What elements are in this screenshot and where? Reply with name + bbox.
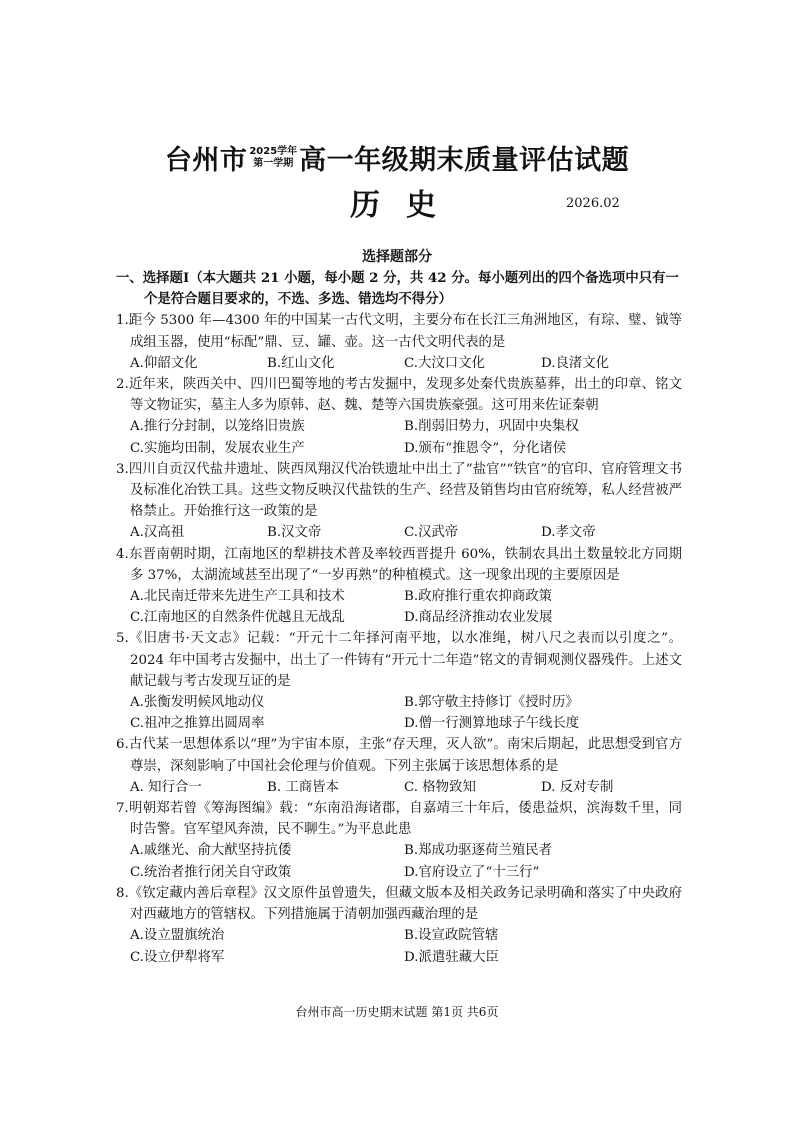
- option-group: [116, 416, 682, 458]
- question-stem: 1.距今 5300 年—4300 年的中国某一古代文明，主要分布在长江三角洲地区，有琮、璧、钺等成组玉器，使用“标配”鼎、豆、罐、壶。这一古代文明代表的是: [116, 313, 682, 350]
- option-c: C. 格物致知: [404, 779, 476, 795]
- option-d: D.良渚文化: [541, 355, 610, 371]
- question-stem: 3.四川自贡汉代盐井遗址、陕西凤翔汉代冶铁遗址中出土了“盐官”“铁官”的官印、官府管理文书及标准化冶铁工具。这些文物反映汉代盐铁的生产、经营及销售均由官府统筹，私人经营被严格禁止。开始推行这一政策的是: [116, 461, 682, 520]
- question-1: [116, 310, 682, 374]
- title-main: 高一年级期末质量评估试题: [299, 145, 630, 176]
- option-a: A.张衡发明候风地动仪: [130, 695, 265, 711]
- option-c: C.设立伊犁将军: [130, 949, 225, 965]
- option-b: B.郑成功驱逐荷兰殖民者: [404, 843, 553, 859]
- option-a: A.汉高祖: [130, 525, 185, 541]
- question-stem: 7.明朝郑若曾《筹海图编》载：“东南沿海诸郡，自嘉靖三十年后，倭患益炽，滨海数千里，同时告警。官军望风奔溃，民不聊生。”为平息此患: [116, 801, 682, 838]
- question-stem: 5.《旧唐书·天文志》记载：“开元十二年择河南平地，以水准绳，树八尺之表而以引度之”。2024 年中国考古发掘中，出土了一件铸有“开元十二年造”铭文的青铜观测仪器残件。上述文献记载与考古发现互证的是: [116, 631, 682, 689]
- option-a: A.仰韶文化: [130, 355, 198, 371]
- question-8: [116, 883, 682, 968]
- option-d: D.孝文帝: [541, 525, 596, 541]
- option-group: [116, 522, 682, 543]
- option-group: [116, 692, 682, 734]
- option-c: C.实施均田制，发展农业生产: [130, 440, 305, 456]
- question-3: [116, 459, 682, 544]
- option-b: B.红山文化: [267, 355, 335, 371]
- title-term: [249, 146, 297, 170]
- question-stem: 8.《钦定藏内善后章程》汉文原件虽曾遗失，但藏文版本及相关政务记录明确和落实了中央政府对西藏地方的管辖权。下列措施属于清朝加强西藏治理的是: [116, 885, 682, 923]
- option-group: [116, 925, 682, 967]
- option-d: D.派遣驻藏大臣: [404, 949, 499, 965]
- option-d: D. 反对专制: [541, 779, 614, 795]
- option-c: C.汉武帝: [404, 525, 459, 541]
- title-city: 台州市: [164, 145, 248, 176]
- option-b: B. 工商皆本: [267, 779, 339, 795]
- question-7: [116, 798, 682, 883]
- option-c: C.江南地区的自然条件优越且无战乱: [130, 610, 345, 626]
- option-d: D.僧一行测算地球子午线长度: [404, 716, 580, 732]
- option-b: B.削弱旧势力，巩固中央集权: [404, 419, 579, 435]
- question-5: [116, 628, 682, 734]
- section-title: 选择题部分: [362, 249, 432, 265]
- option-b: B.设宣政院管辖: [404, 928, 499, 944]
- question-stem: 2.近年来，陕西关中、四川巴蜀等地的考古发掘中，发现多处秦代贵族墓葬，出土的印章、铭文等文物证实，墓主人多为原韩、赵、魏、楚等六国贵族豪强。这可用来佐证秦朝: [116, 377, 682, 414]
- option-b: B.郭守敬主持修订《授时历》: [404, 695, 579, 711]
- option-b: B.政府推行重农抑商政策: [404, 589, 553, 605]
- option-group: [116, 777, 682, 798]
- option-a: A.推行分封制，以笼络旧贵族: [130, 419, 305, 435]
- term-year: 2025学年: [249, 145, 298, 157]
- question-2: [116, 374, 682, 459]
- question-6: [116, 734, 682, 798]
- option-a: A.戚继光、俞大猷坚持抗倭: [130, 843, 292, 859]
- subject-title: 历史: [350, 188, 462, 223]
- option-c: C.统治者推行闭关自守政策: [130, 864, 292, 880]
- option-a: A.设立盟旗统治: [130, 928, 225, 944]
- option-c: C.祖冲之推算出圆周率: [130, 716, 265, 732]
- exam-title: [0, 138, 794, 177]
- option-a: A.北民南迁带来先进生产工具和技术: [130, 589, 345, 605]
- option-b: B.汉文帝: [267, 525, 322, 541]
- option-d: D.官府设立了“十三行”: [404, 864, 540, 880]
- option-a: A. 知行合一: [130, 779, 202, 795]
- option-group: [116, 840, 682, 882]
- option-d: D.商品经济推动农业发展: [404, 610, 553, 626]
- section-instructions: 一、选择题Ⅰ（本大题共 21 小题，每小题 2 分，共 42 分。每小题列出的四个备选项中只有一个是符合题目要求的，不选、多选、错选均不得分）: [116, 270, 679, 308]
- term-semester: 第一学期: [253, 157, 294, 169]
- question-stem: 4.东晋南朝时期，江南地区的犁耕技术普及率较西晋提升 60%，铁制农具出土数量较北方同期多 37%，太湖流域甚至出现了“一岁再熟”的种植模式。这一现象出现的主要原因是: [116, 546, 682, 583]
- option-group: [116, 586, 682, 628]
- option-c: C.大汶口文化: [404, 355, 485, 371]
- option-group: [116, 353, 682, 374]
- option-d: D.颁布“推恩令”，分化诸侯: [404, 440, 567, 456]
- question-4: [116, 544, 682, 629]
- exam-date: 2026.02: [566, 196, 620, 211]
- page-footer: 台州市高一历史期末试题 第1页 共6页: [295, 1005, 499, 1019]
- question-stem: 6.古代某一思想体系以“理”为宇宙本原，主张“存天理，灭人欲”。南宋后期起，此思想受到官方尊崇，深刻影响了中国社会伦理与价值观。下列主张属于该思想体系的是: [116, 737, 682, 774]
- question-list: [116, 268, 682, 968]
